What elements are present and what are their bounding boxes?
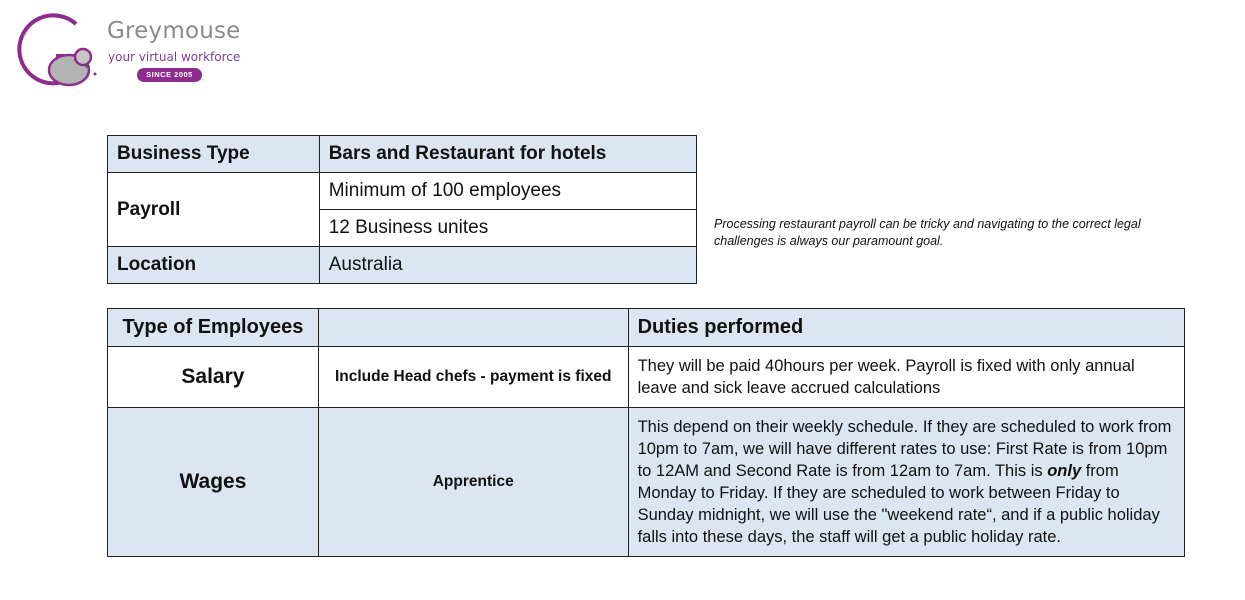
header-duties-performed: Duties performed [628, 309, 1184, 347]
brand-tagline: your virtual workforce [108, 50, 241, 64]
location-value: Australia [319, 247, 696, 284]
duties-text [628, 408, 1184, 557]
header-blank [318, 309, 628, 347]
employee-type-salary: Salary [108, 347, 319, 408]
duties-emphasis: only [1047, 462, 1082, 480]
payroll-row [108, 173, 697, 210]
business-info-table [107, 135, 697, 284]
business-type-row [108, 136, 697, 173]
brand-name: Greymouse [107, 18, 241, 44]
table-row [108, 347, 1185, 408]
employees-table [107, 308, 1185, 557]
payroll-value: Minimum of 100 employees [319, 173, 696, 210]
location-row [108, 247, 697, 284]
employee-type-wages: Wages [108, 408, 319, 557]
business-type-label: Business Type [108, 136, 320, 173]
table-header-row [108, 309, 1185, 347]
duties-text-part: This depend on their weekly schedule. If they are scheduled to work from 10pm to 7am, we will have different rates to use: First Rate is from 10pm to 12AM and Second Rate is from 12am to 7am. This is [637, 418, 1172, 480]
employee-detail: Include Head chefs - payment is fixed [318, 347, 628, 408]
payroll-label: Payroll [108, 173, 320, 247]
business-type-value: Bars and Restaurant for hotels [319, 136, 696, 173]
duties-text-part: from Monday to Friday. If they are scheduled to work between Friday to Sunday midnight, we will use the "weekend rate“, and if a public holiday falls into these days, the staff will get a public holiday rate. [637, 462, 1160, 546]
duties-text: They will be paid 40hours per week. Payroll is fixed with only annual leave and sick leave accrued calculations [628, 347, 1184, 408]
table-row [108, 408, 1185, 557]
since-badge: SINCE 2005 [137, 68, 202, 82]
header-type-of-employees: Type of Employees [108, 309, 319, 347]
location-label: Location [108, 247, 320, 284]
employee-detail: Apprentice [318, 408, 628, 557]
mouse-logo-icon [14, 12, 104, 94]
payroll-note: Processing restaurant payroll can be tricky and navigating to the correct legal challenges is always our paramount goal. [714, 217, 1141, 248]
payroll-value: 12 Business unites [319, 210, 696, 247]
company-logo [14, 12, 254, 94]
